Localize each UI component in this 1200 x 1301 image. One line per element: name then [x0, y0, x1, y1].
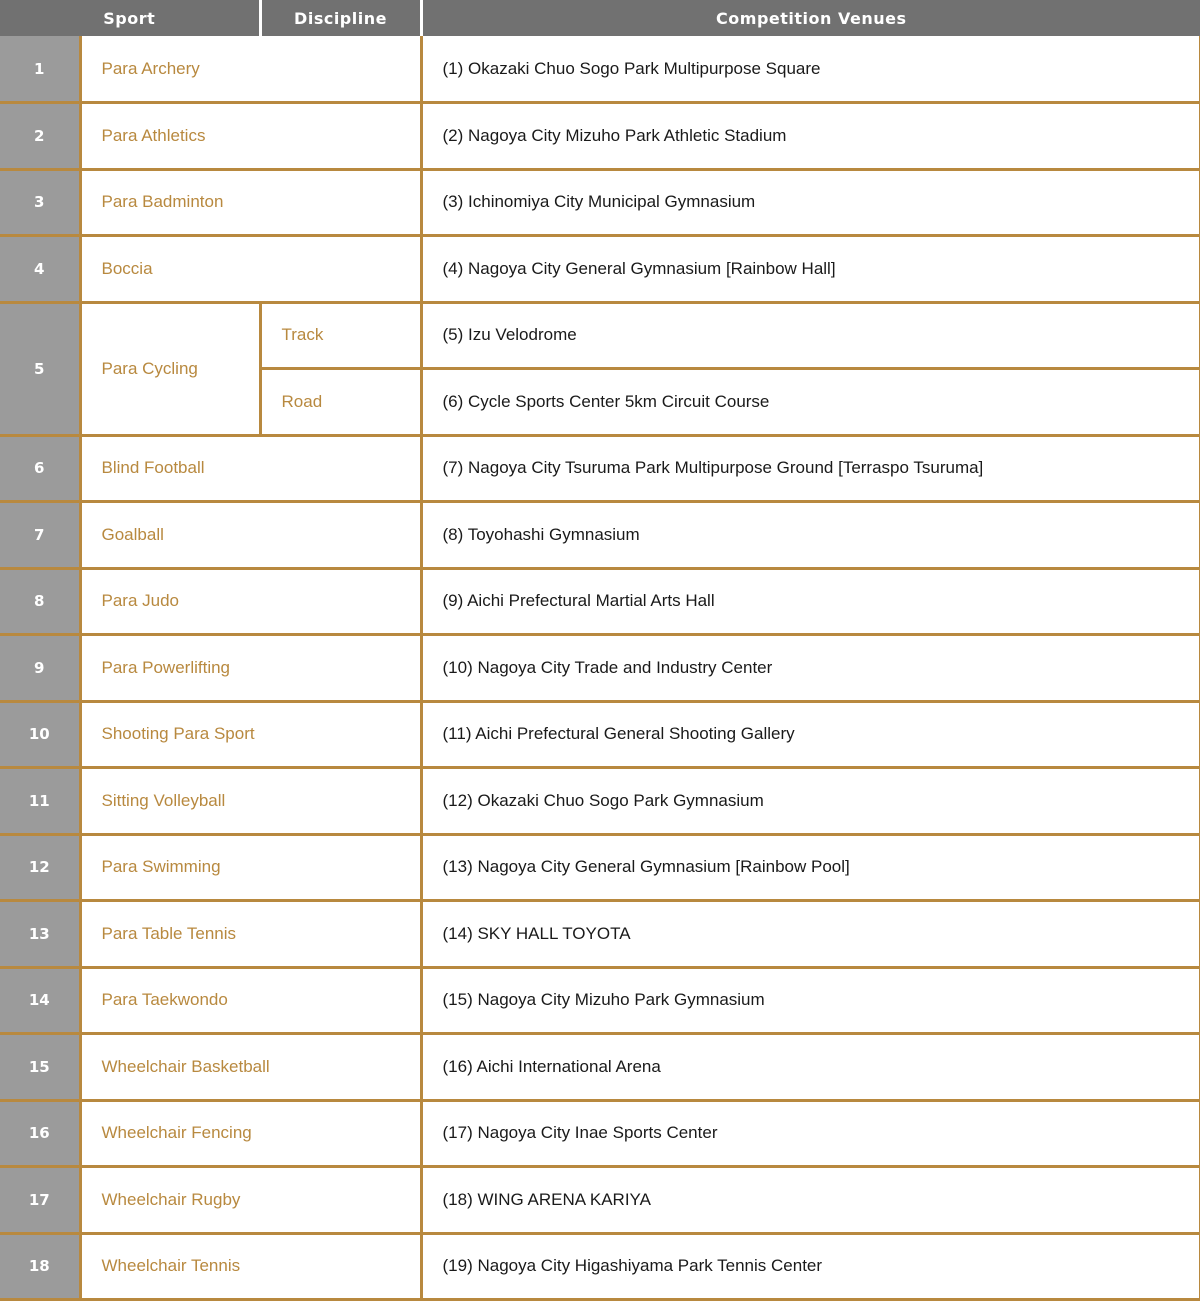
table-row: [0, 635, 1200, 702]
sport-link[interactable]: Para Archery: [101, 58, 200, 78]
venue-name: (6) Cycle Sports Center 5km Circuit Course: [421, 369, 1200, 436]
venue-name: (17) Nagoya City Inae Sports Center: [421, 1100, 1200, 1167]
table-row: [0, 967, 1200, 1034]
venue-name: (4) Nagoya City General Gymnasium [Rainbow Hall]: [421, 236, 1200, 303]
table-row: [0, 103, 1200, 170]
row-number: 11: [0, 768, 80, 835]
sport-link[interactable]: Para Table Tennis: [80, 901, 421, 968]
venue-name: (13) Nagoya City General Gymnasium [Rainbow Pool]: [421, 834, 1200, 901]
sport-link[interactable]: Boccia: [80, 236, 421, 303]
venue-name: (8) Toyohashi Gymnasium: [421, 502, 1200, 569]
row-number: 5: [0, 302, 80, 435]
sport-link[interactable]: Para Badminton: [80, 169, 421, 236]
venue-name: (16) Aichi International Arena: [421, 1034, 1200, 1101]
venue-name: (2) Nagoya City Mizuho Park Athletic Stadium: [421, 103, 1200, 170]
sport-link[interactable]: Para Powerlifting: [80, 635, 421, 702]
venue-name: (15) Nagoya City Mizuho Park Gymnasium: [421, 967, 1200, 1034]
venue-name: (9) Aichi Prefectural Martial Arts Hall: [421, 568, 1200, 635]
venue-name: (19) Nagoya City Higashiyama Park Tennis Center: [421, 1233, 1200, 1300]
row-number: 17: [0, 1167, 80, 1234]
row-number: 12: [0, 834, 80, 901]
sport-link[interactable]: Wheelchair Basketball: [80, 1034, 421, 1101]
sport-link[interactable]: Para Athletics: [80, 103, 421, 170]
venue-name: (1) Okazaki Chuo Sogo Park Multipurpose Square: [421, 36, 1200, 103]
table-row: [0, 502, 1200, 569]
venue-name: (14) SKY HALL TOYOTA: [421, 901, 1200, 968]
table-row: [0, 36, 1200, 103]
row-number: 3: [0, 169, 80, 236]
row-number: 14: [0, 967, 80, 1034]
header-sport: Sport: [0, 0, 260, 36]
venue-name: (11) Aichi Prefectural General Shooting Gallery: [421, 701, 1200, 768]
venue-name: (10) Nagoya City Trade and Industry Center: [421, 635, 1200, 702]
sport-link[interactable]: Sitting Volleyball: [80, 768, 421, 835]
sport-link[interactable]: Shooting Para Sport: [80, 701, 421, 768]
sport-link[interactable]: Wheelchair Tennis: [80, 1233, 421, 1300]
table-row: [0, 236, 1200, 303]
discipline-link[interactable]: Track: [260, 302, 421, 369]
row-number: 2: [0, 103, 80, 170]
row-number: 18: [0, 1233, 80, 1300]
table-row: [0, 701, 1200, 768]
venue-name: (7) Nagoya City Tsuruma Park Multipurpose Ground [Terraspo Tsuruma]: [421, 435, 1200, 502]
venue-name: (3) Ichinomiya City Municipal Gymnasium: [421, 169, 1200, 236]
table-row: [0, 1167, 1200, 1234]
discipline-link[interactable]: Road: [260, 369, 421, 436]
row-number: 6: [0, 435, 80, 502]
row-number: 9: [0, 635, 80, 702]
header-venues: Competition Venues: [421, 0, 1200, 36]
sport-link[interactable]: Para Taekwondo: [80, 967, 421, 1034]
table-row: [0, 302, 1200, 369]
table-body: [0, 36, 1200, 1300]
row-number: 16: [0, 1100, 80, 1167]
table-row: [0, 435, 1200, 502]
table-row: [0, 834, 1200, 901]
sport-link[interactable]: Para Judo: [80, 568, 421, 635]
table-row: [0, 1233, 1200, 1300]
venue-name: (5) Izu Velodrome: [421, 302, 1200, 369]
sport-link[interactable]: Wheelchair Rugby: [80, 1167, 421, 1234]
table-row: [0, 568, 1200, 635]
table-row: [0, 1034, 1200, 1101]
venue-name: (12) Okazaki Chuo Sogo Park Gymnasium: [421, 768, 1200, 835]
sport-link[interactable]: Wheelchair Fencing: [80, 1100, 421, 1167]
table-row: [0, 768, 1200, 835]
row-number: 1: [0, 36, 80, 103]
row-number: 8: [0, 568, 80, 635]
venue-name: (18) WING ARENA KARIYA: [421, 1167, 1200, 1234]
row-number: 10: [0, 701, 80, 768]
table-row: [0, 169, 1200, 236]
sport-link[interactable]: Para Cycling: [80, 302, 260, 435]
row-number: 4: [0, 236, 80, 303]
sport-link[interactable]: Para Swimming: [80, 834, 421, 901]
sport-link[interactable]: Blind Football: [80, 435, 421, 502]
row-number: 13: [0, 901, 80, 968]
header-discipline: Discipline: [260, 0, 421, 36]
table-header-row: [0, 0, 1200, 36]
table-row: [0, 901, 1200, 968]
table-row: [0, 1100, 1200, 1167]
row-number: 7: [0, 502, 80, 569]
row-number: 15: [0, 1034, 80, 1101]
sport-link[interactable]: Goalball: [80, 502, 421, 569]
